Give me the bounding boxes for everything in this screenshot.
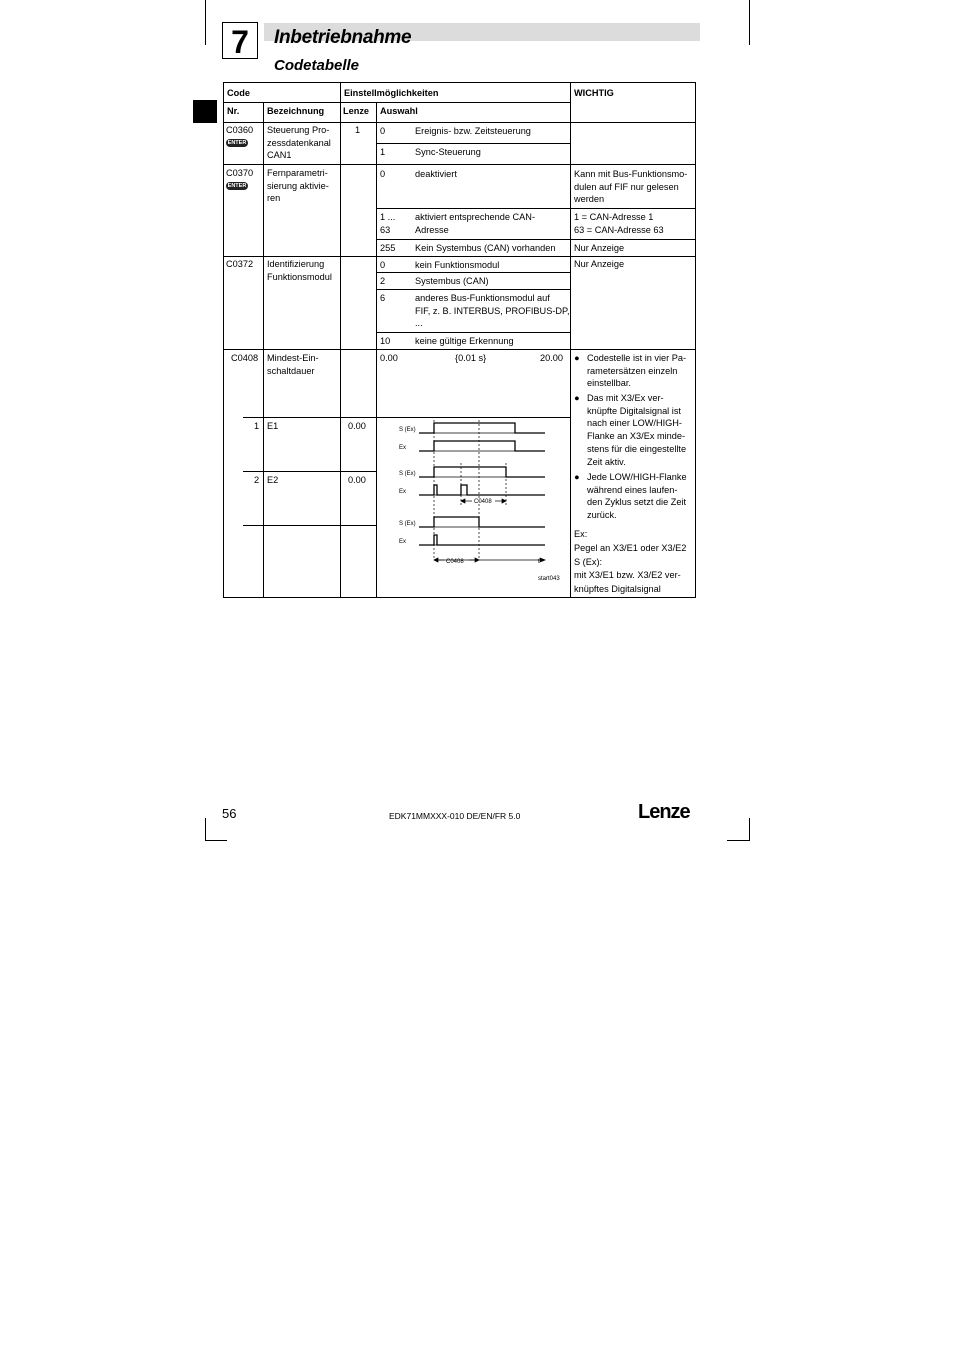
bullet-item: ● Codestelle ist in vier Pa- rametersätzen einzeln einstellbar. [574,353,687,389]
note: Kann mit Bus-Funktionsmo- dulen auf FIF nur gelesen werden [574,169,688,204]
page-number: 56 [222,806,237,821]
legend-text: Ex: Pegel an X3/E1 oder X3/E2 S (Ex): mit X3/E1 bzw. X3/E2 ver- knüpftes Digitalsignal [574,529,687,595]
diagram-ref: start043 [538,576,560,582]
sub-lenze: 0.00 [348,421,366,431]
option-text: Ereignis- bzw. Zeitsteuerung [415,126,531,136]
label-ex: Ex [399,539,407,545]
crop-mark [749,0,750,45]
option-value: 6 [380,293,386,303]
option-value: 1 ... 63 [380,212,396,235]
document-id: EDK71MMXXX-010 DE/EN/FR 5.0 [389,811,521,821]
code-c0360: C0360 [226,125,254,135]
sub-nr: 2 [254,475,260,485]
page-title: Inbetriebnahme [274,27,412,48]
range-min: 0.00 [380,353,398,363]
sub-nr: 1 [254,421,260,431]
bullet-item: ● Das mit X3/Ex ver- knüpfte Digitalsignal ist nach einer LOW/HIGH- Flanke an X3/Ex minde- stens für die eingestellte Zeit aktiv. [574,393,687,467]
page-subtitle: Codetabelle [274,57,360,74]
option-value: 10 [380,336,391,346]
lenze-c0360: 1 [355,125,361,135]
note: 1 = CAN-Adresse 1 63 = CAN-Adresse 63 [574,212,664,235]
crop-mark [205,0,206,45]
timing-diagram [377,418,570,596]
sub-bez: E2 [267,475,279,485]
bez-c0370: Fernparametri- sierung aktivie- ren [267,168,329,203]
label-c0408: C0408 [474,499,492,505]
label-s: S (Ex) [399,427,416,433]
range-max: 20.00 [540,353,563,363]
option-value: 0 [380,169,386,179]
crop-mark [727,840,750,841]
lenze-logo: Lenze [638,801,690,823]
header-wichtig: WICHTIG [574,88,614,98]
bez-c0360: Steuerung Pro- zessdatenkanal CAN1 [267,125,331,160]
option-text: Kein Systembus (CAN) vorhanden [415,243,556,253]
option-text: Sync-Steuerung [415,147,481,157]
bez-c0372: Identifizierung Funktionsmodul [267,259,332,282]
label-ex: Ex [399,445,407,451]
code-c0408: C0408 [231,353,259,363]
range-step: {0.01 s} [455,353,487,363]
option-text: kein Funktionsmodul [415,260,500,270]
option-text: Systembus (CAN) [415,276,489,286]
header-nr: Nr. [227,106,240,116]
enter-badge: ENTER [227,183,247,189]
note: Nur Anzeige [574,243,625,253]
option-value: 0 [380,126,386,136]
option-value: 1 [380,147,386,157]
code-c0370: C0370 [226,168,254,178]
note: Nur Anzeige [574,259,625,269]
option-value: 0 [380,260,386,270]
header-lenze: Lenze [343,106,370,116]
header-code: Code [227,88,250,98]
option-text: anderes Bus-Funktionsmodul auf FIF, z. B. INTERBUS, PROFIBUS-DP, ... [415,293,570,328]
label-s: S (Ex) [399,471,416,477]
label-t: t [538,559,540,565]
crop-mark [749,818,750,840]
sub-bez: E1 [267,421,279,431]
label-c0408: C0408 [446,559,464,565]
header-einstellmoeglichkeiten: Einstellmöglichkeiten [344,88,439,98]
sub-lenze: 0.00 [348,475,366,485]
chapter-number: 7 [222,22,258,59]
bullet-item: ● Jede LOW/HIGH-Flanke während eines laufen- den Zyklus setzt die Zeit zurück. [574,472,687,521]
option-value: 2 [380,276,386,286]
header-auswahl: Auswahl [380,106,418,116]
option-text: aktiviert entsprechende CAN- Adresse [415,212,536,235]
code-c0372: C0372 [226,259,254,269]
label-s: S (Ex) [399,521,416,527]
option-text: keine gültige Erkennung [415,336,514,346]
enter-badge: ENTER [227,140,247,146]
crop-mark [205,840,227,841]
bez-c0408: Mindest-Ein- schaltdauer [267,353,319,376]
header-bezeichnung: Bezeichnung [267,106,325,116]
chapter-tab-marker [193,100,217,123]
option-value: 255 [380,243,396,253]
option-text: deaktiviert [415,169,457,179]
label-ex: Ex [399,489,407,495]
crop-mark [205,818,206,840]
